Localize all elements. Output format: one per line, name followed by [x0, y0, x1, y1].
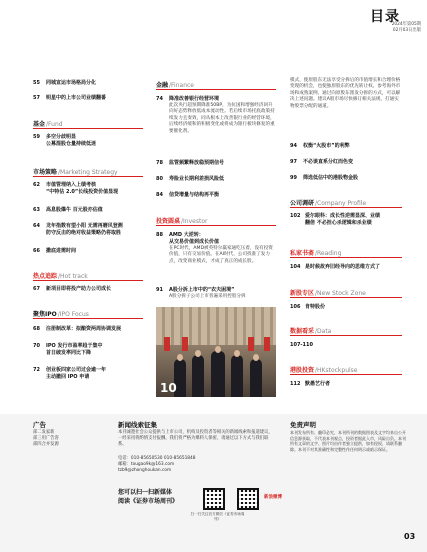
- toc-page: 112: [290, 381, 301, 387]
- toc-title: 龙年指数有望小阳 无需再磨风登测 防守反击的绝对收益策略仍将取胜: [46, 223, 123, 236]
- section-investor: [156, 216, 207, 225]
- toc-title: 撒底进需时间: [46, 248, 77, 254]
- toc-item[interactable]: [156, 192, 276, 199]
- section-divider: [156, 225, 276, 226]
- toc-page: 70: [33, 343, 40, 349]
- tips-email[interactable]: 邮箱：tougao9k@163.com: [118, 462, 175, 467]
- toc-title: 创业板四家公司过会逾一年 主动撤回 IPO 申请: [46, 367, 107, 380]
- toc-title: 是时候故弃旧经导向的思维方式了: [305, 264, 381, 270]
- toc-title: 新项目即将投产助力公司成长: [46, 286, 112, 292]
- toc-page: 104: [290, 264, 301, 270]
- section-title: 新股专区: [290, 290, 315, 297]
- section-subtitle: /IPO Focus: [57, 311, 89, 318]
- toc-page: 80: [156, 176, 163, 182]
- toc-title: 明星中的上市公司业绩翻番: [46, 95, 107, 101]
- toc-page: 97: [290, 159, 297, 165]
- scan-line: 您可以扫一扫新媒体: [118, 489, 173, 496]
- section-subtitle: /Company Profile: [315, 200, 367, 207]
- toc-page: 84: [156, 192, 163, 198]
- toc-page: 55: [33, 80, 40, 86]
- toc-item[interactable]: [290, 342, 415, 349]
- toc-page: 57: [33, 95, 40, 101]
- ads-line: 部三用广告客: [33, 436, 59, 441]
- toc-title: 同城宣运市场格局分化: [46, 80, 97, 86]
- toc-item[interactable]: [290, 175, 410, 182]
- toc-page: 74: [156, 96, 163, 102]
- section-subtitle: /Fund: [46, 121, 63, 128]
- toc-summary-continued: 模式，使原股东无法享受分拆后的市值增长和合理价格变现的机会，也使独原股东的优先转让权、参考海外市场和成熟案例，通过向原股东派发分拆的方式，可以解决上述问题。建议A股市场尽快修订相关法规，打通实物股票分配的通道。: [290, 78, 401, 109]
- section-divider: [290, 257, 402, 258]
- toc-page: 78: [156, 160, 163, 166]
- toc-item[interactable]: [33, 207, 145, 214]
- section-hkstock: [290, 365, 358, 374]
- toc-title: 爱尔眼科：成长性逆需显深、业绩 翻倍 不必担心杀逻辑和杀业绩: [305, 213, 381, 226]
- section-company: [290, 198, 366, 207]
- section-subtitle: /Reading: [315, 250, 342, 257]
- section-finance: [156, 80, 194, 89]
- toc-page: 106: [290, 304, 301, 310]
- toc-page: 68: [33, 326, 40, 332]
- tips-text: 本刊诚邀社会公众提供与上市公司、机构及投资者等相关的新闻线索和报道建议，一经采用将酌情支付报酬。我们将严格为爆料人保密，请通过以下方式与我们联系。: [118, 430, 273, 447]
- toc-title: 监管频繁释放稳预期信号: [169, 160, 225, 166]
- scan-line: 阅读《证券市场周刊》: [118, 498, 179, 505]
- toc-title: 不必谈直系分红而色变: [303, 159, 354, 165]
- scan-prompt: [118, 488, 178, 506]
- person-head: [253, 354, 259, 361]
- toc-title: 注册制改革：拟酿资两周协调发展: [46, 326, 122, 332]
- toc-page: 107-110: [290, 342, 313, 348]
- toc-page: 91: [156, 287, 163, 293]
- person-figure: [250, 359, 262, 397]
- toc-title: 降准改善银行经营环境: [169, 96, 220, 102]
- toc-page: 99: [290, 175, 297, 181]
- toc-page: 67: [33, 286, 40, 292]
- toc-title: 多空分歧明显 公募混股仓量持续低迷: [46, 134, 97, 147]
- ads-title: 广告: [33, 421, 46, 429]
- section-title: 基金: [33, 121, 46, 128]
- toc-title: 市值管理纳入上绩考核 “中特估 2.0”长线投资价值显现: [46, 182, 119, 195]
- toc-summary: 此次央行超预期降准50BP，为抗国和增强经济回升向好态势释放低成本流动性。若后续市场托底政策持续发力且奏效，同从根本上改善银行业的经营环境，后续经济缓和的积极变化或将成为银行板块修复的重要催化剂。: [169, 103, 275, 134]
- photo-page-number: 10: [160, 381, 177, 395]
- section-newstock: [290, 288, 366, 297]
- ads-list: [33, 430, 93, 448]
- qr-code-weibo[interactable]: [237, 488, 259, 510]
- toc-page: 62: [33, 182, 40, 188]
- tips-email-alt[interactable]: tzb9@zhonghoukan.com: [118, 468, 172, 473]
- wechat-label: 扫一扫关注官方微信《证券市场周刊》: [190, 512, 245, 521]
- toc-page: 64: [33, 223, 40, 229]
- toc-lead-item[interactable]: [156, 232, 276, 245]
- section-title: 私家书斋: [290, 250, 315, 257]
- disclaimer-text: 本刊发布所有、翻印必究，本刊所刊的数据图表及文字均来自公开信息源获取，不代表本刊观点，投资者据此入市，风险自负。本刊所有文章的文字、图片均由作者独立提供，如有侵权，请联系删除。本刊不对其准确性和完整性作任何明示或暗示保证。: [290, 430, 406, 452]
- toc-page: 94: [290, 143, 297, 149]
- toc-item[interactable]: [33, 343, 145, 356]
- section-subtitle: /Investor: [181, 218, 208, 225]
- toc-item[interactable]: [290, 213, 415, 226]
- toc-item[interactable]: [33, 95, 143, 102]
- section-title: 市场策略: [33, 169, 58, 176]
- toc-item[interactable]: [290, 143, 410, 150]
- section-ipo: [33, 309, 89, 318]
- issue-number: 2024年第05期: [391, 22, 421, 27]
- section-divider: [290, 335, 402, 336]
- toc-page: 88: [156, 232, 163, 238]
- section-title: 投资圆桌: [156, 218, 181, 225]
- toc-title: 信贷增量与结构再平衡: [169, 192, 220, 198]
- section-divider: [290, 297, 402, 298]
- toc-page: 72: [33, 367, 40, 373]
- toc-title: 筛选低估中的港股物金股: [303, 175, 359, 181]
- toc-item[interactable]: [33, 182, 145, 195]
- toc-lead-item[interactable]: [156, 287, 276, 294]
- flag-shape: [182, 337, 188, 351]
- toc-page: 66: [33, 248, 40, 254]
- section-title: 聚焦IPO: [33, 311, 57, 318]
- person-head: [215, 346, 221, 353]
- toc-title: A股分拆上市中的“农夫困境”: [169, 287, 235, 293]
- person-head: [177, 354, 183, 361]
- toc-item[interactable]: [33, 248, 145, 255]
- person-figure: [231, 355, 243, 397]
- toc-item[interactable]: [290, 159, 410, 166]
- section-divider: [33, 318, 143, 319]
- person-head: [195, 350, 201, 357]
- qr-code-wechat[interactable]: [203, 488, 225, 510]
- toc-summary: 在PC时代，AMD被英特尔赢家通吃压着，没有投资价值，只有交易价值。在AI时代，公司找准了发力点，改变商业模式，才成了真正的成长股。: [169, 246, 273, 264]
- section-divider: [33, 128, 143, 129]
- toc-title: 高息股爆牛 百元股亦估值: [46, 207, 103, 213]
- person-figure: [211, 351, 225, 397]
- section-title: 热点追踪: [33, 273, 58, 280]
- toc-item[interactable]: [156, 160, 276, 167]
- article-photo: [156, 307, 276, 397]
- toc-title: 寿险业长期利差损风险低: [169, 176, 225, 182]
- toc-item[interactable]: [33, 367, 145, 380]
- page-number: 03: [404, 532, 416, 541]
- toc-title: AMD 大逆转： 从交易价值到成长价值: [169, 232, 220, 245]
- person-figure: [192, 355, 204, 397]
- section-subtitle: /Marketing Strategy: [58, 169, 118, 176]
- section-subtitle: /Finance: [169, 82, 194, 89]
- section-subtitle: /Hot track: [58, 273, 88, 280]
- ads-line: 部二发家新: [33, 430, 55, 435]
- tips-title: 新闻线索征集: [118, 421, 157, 429]
- toc-title: IPO 发行市盈率趋于集中 首日破发率同比下降: [46, 343, 103, 356]
- page-title: 目录: [370, 9, 400, 25]
- section-subtitle: /Data: [315, 328, 332, 335]
- toc-item[interactable]: [33, 134, 143, 147]
- toc-item[interactable]: [33, 326, 145, 333]
- toc-item[interactable]: [33, 80, 143, 87]
- section-title: 数据看采: [290, 328, 315, 335]
- toc-item[interactable]: [290, 381, 415, 388]
- section-title: 金融: [156, 82, 169, 89]
- section-divider: [290, 374, 402, 375]
- toc-lead-item[interactable]: [156, 96, 276, 103]
- section-subtitle: /HKstockpulse: [315, 367, 358, 374]
- ads-line: 部四合并发源: [33, 442, 59, 447]
- toc-title: 肯特股份: [305, 304, 326, 310]
- disclaimer-title: 免责声明: [290, 421, 316, 429]
- issue-info: [345, 22, 421, 33]
- section-divider: [156, 89, 276, 90]
- toc-item[interactable]: [290, 304, 415, 311]
- weibo-logo: 新浪微博: [264, 495, 282, 500]
- section-title: 公司调研: [290, 200, 315, 207]
- person-head: [234, 350, 240, 357]
- toc-summary: A股分拆子公司上市普遍采用控股分拆: [169, 294, 246, 299]
- section-fund: [33, 119, 63, 128]
- flag-shape: [248, 337, 254, 351]
- section-reading: [290, 248, 341, 257]
- tips-phone: 电话：010-85650530 010-85651848: [118, 456, 196, 461]
- toc-item[interactable]: [33, 223, 145, 236]
- flag-shape: [264, 337, 270, 351]
- toc-page: 59: [33, 134, 40, 140]
- issue-date: 02月03日出版: [392, 27, 421, 33]
- toc-page: 63: [33, 207, 40, 213]
- section-data: [290, 326, 331, 335]
- section-divider: [290, 207, 402, 208]
- toc-item[interactable]: [290, 264, 415, 271]
- section-hottrack: [33, 271, 88, 280]
- toc-title: 权衡“火股市”的利弊: [303, 143, 350, 149]
- section-marketing: [33, 167, 118, 176]
- toc-title: 默愚艺行者: [305, 381, 331, 387]
- toc-page: 102: [290, 213, 301, 219]
- section-subtitle: /New Stock Zone: [315, 290, 366, 297]
- building-backdrop: [156, 307, 276, 345]
- section-title: 港股投资: [290, 367, 315, 374]
- section-divider: [33, 280, 143, 281]
- section-divider: [33, 176, 143, 177]
- flag-shape: [164, 337, 170, 351]
- toc-item[interactable]: [33, 286, 145, 293]
- toc-item[interactable]: [156, 176, 276, 183]
